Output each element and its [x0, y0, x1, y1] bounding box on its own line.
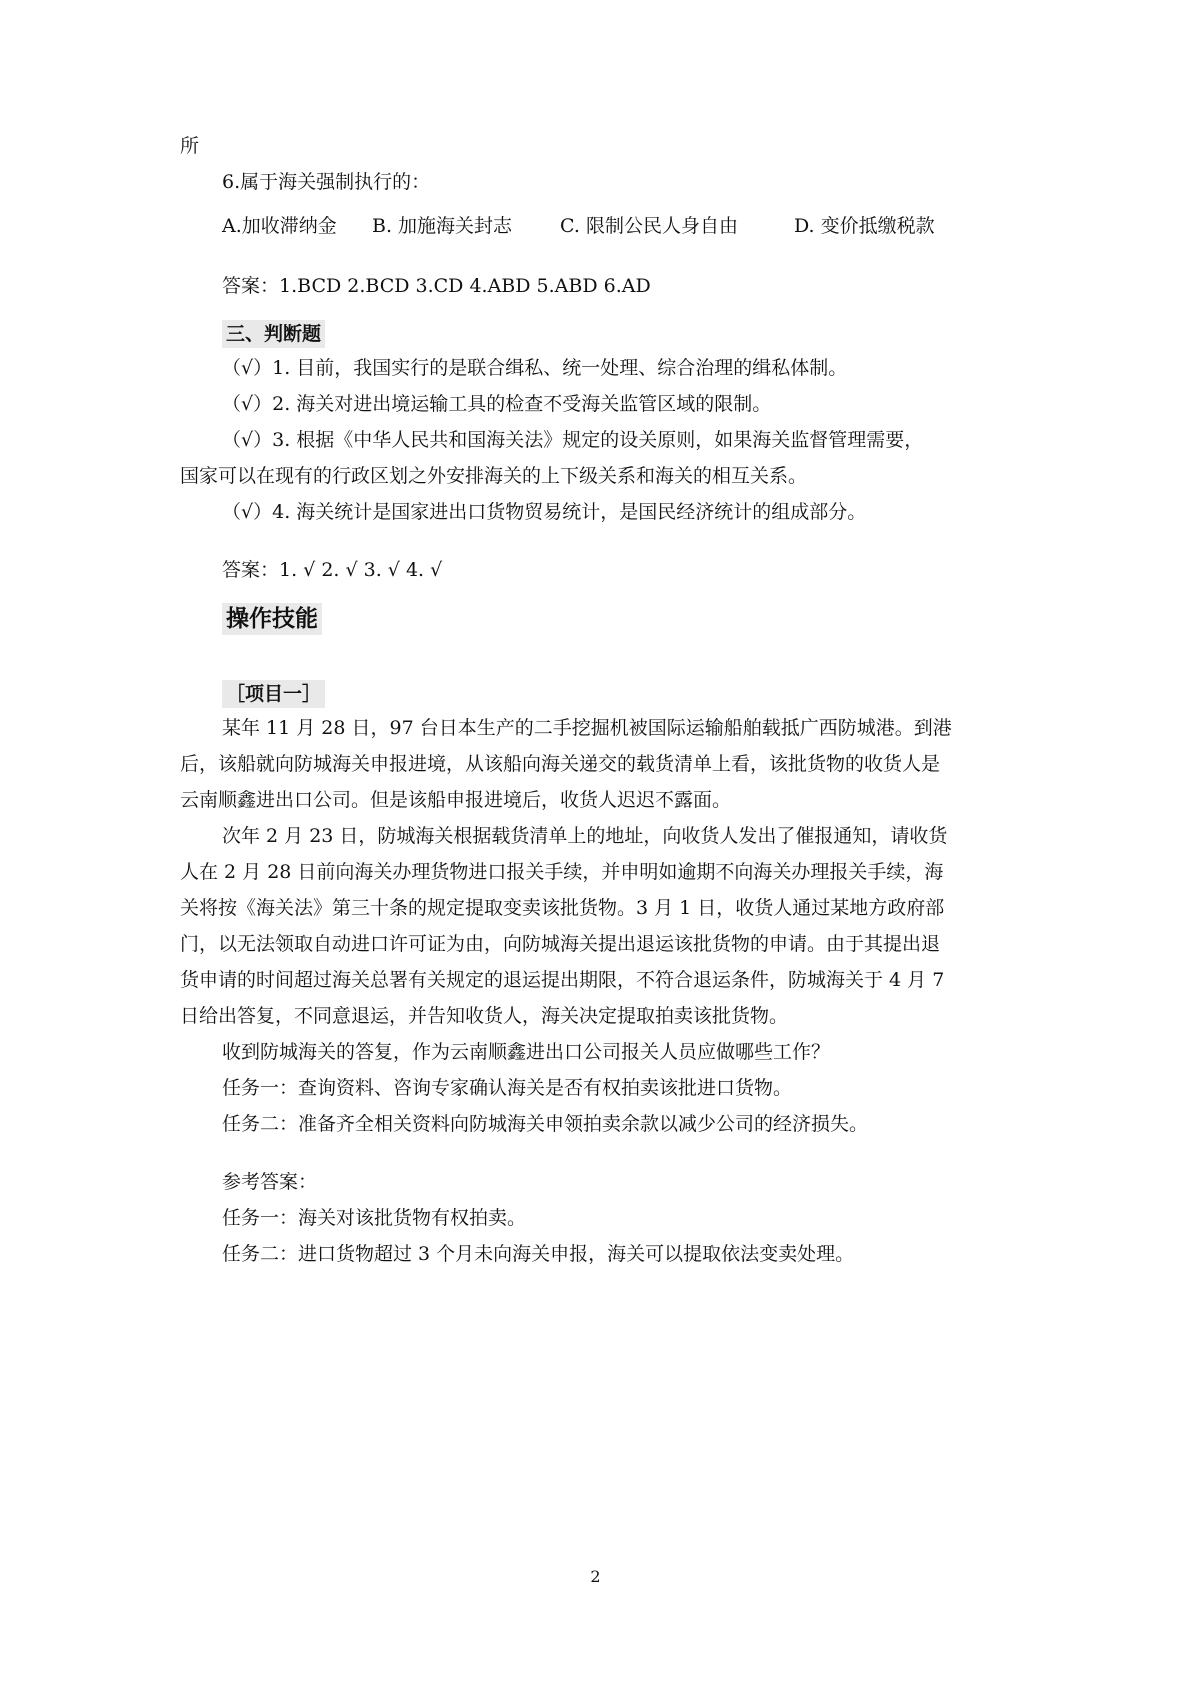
- question-6-stem: 6.属于海关强制执行的：: [222, 171, 431, 193]
- paragraph-line-2: 后，该船就向防城海关申报进境，从该船向海关递交的载货清单上看，该批货物的收货人是: [180, 753, 941, 775]
- page-number: 2: [590, 1567, 601, 1586]
- reference-label: 参考答案：: [222, 1171, 318, 1193]
- top-fragment: 所: [180, 135, 200, 157]
- paragraph-line-9: 日给出答复，不同意退运，并告知收货人，海关决定提取拍卖该批货物。: [180, 1005, 789, 1027]
- judgement-item-3-cont: 国家可以在现有的行政区划之外安排海关的上下级关系和海关的相互关系。: [180, 465, 808, 487]
- option-d: D. 变价抵缴税款: [794, 215, 935, 237]
- reference-answer-2: 任务二：进口货物超过 3 个月未向海关申报，海关可以提取依法变卖处理。: [222, 1243, 855, 1265]
- judgement-item-1: （√）1. 目前，我国实行的是联合缉私、统一处理、综合治理的缉私体制。: [222, 357, 848, 379]
- reference-answer-1: 任务一：海关对该批货物有权拍卖。: [222, 1207, 527, 1229]
- paragraph-line-4: 次年 2 月 23 日，防城海关根据载货清单上的地址，向收货人发出了催报通知，请收货: [222, 825, 948, 847]
- judgement-item-3: （√）3. 根据《中华人民共和国海关法》规定的设关原则，如果海关监督管理需要，: [222, 429, 924, 451]
- option-c: C. 限制公民人身自由: [560, 215, 738, 237]
- section-title-judgement: 三、判断题: [222, 320, 325, 348]
- paragraph-line-5: 人在 2 月 28 日前向海关办理货物进口报关手续，并申明如逾期不向海关办理报关手续，海: [180, 861, 944, 883]
- option-a: A.加收滞纳金: [222, 215, 337, 237]
- paragraph-line-1: 某年 11 月 28 日，97 台日本生产的二手挖掘机被国际运输船舶载抵广西防城港。到港: [222, 717, 952, 739]
- paragraph-line-10: 收到防城海关的答复，作为云南顺鑫进出口公司报关人员应做哪些工作？: [222, 1041, 831, 1063]
- option-b: B. 加施海关封志: [372, 215, 513, 237]
- paragraph-line-7: 门，以无法领取自动进口许可证为由，向防城海关提出退运该批货物的申请。由于其提出退: [180, 933, 941, 955]
- paragraph-line-6: 关将按《海关法》第三十条的规定提取变卖该批货物。3 月 1 日，收货人通过某地方政府部: [180, 897, 945, 919]
- paragraph-line-8: 货申请的时间超过海关总署有关规定的退运提出期限，不符合退运条件，防城海关于 4 月 7: [180, 969, 945, 991]
- judgement-item-2: （√）2. 海关对进出境运输工具的检查不受海关监管区域的限制。: [222, 393, 772, 415]
- task-1: 任务一：查询资料、咨询专家确认海关是否有权拍卖该批进口货物。: [222, 1077, 793, 1099]
- task-2: 任务二：准备齐全相关资料向防城海关申领拍卖余款以减少公司的经济损失。: [222, 1113, 869, 1135]
- paragraph-line-3: 云南顺鑫进出口公司。但是该船申报进境后，收货人迟迟不露面。: [180, 789, 732, 811]
- choice-answers: 答案：1.BCD 2.BCD 3.CD 4.ABD 5.ABD 6.AD: [222, 275, 651, 297]
- judgement-answers: 答案：1. √ 2. √ 3. √ 4. √: [222, 559, 443, 581]
- section-title-skills: 操作技能: [222, 603, 322, 635]
- project-title: ［项目一］: [222, 680, 325, 708]
- judgement-item-4: （√）4. 海关统计是国家进出口货物贸易统计，是国民经济统计的组成部分。: [222, 501, 867, 523]
